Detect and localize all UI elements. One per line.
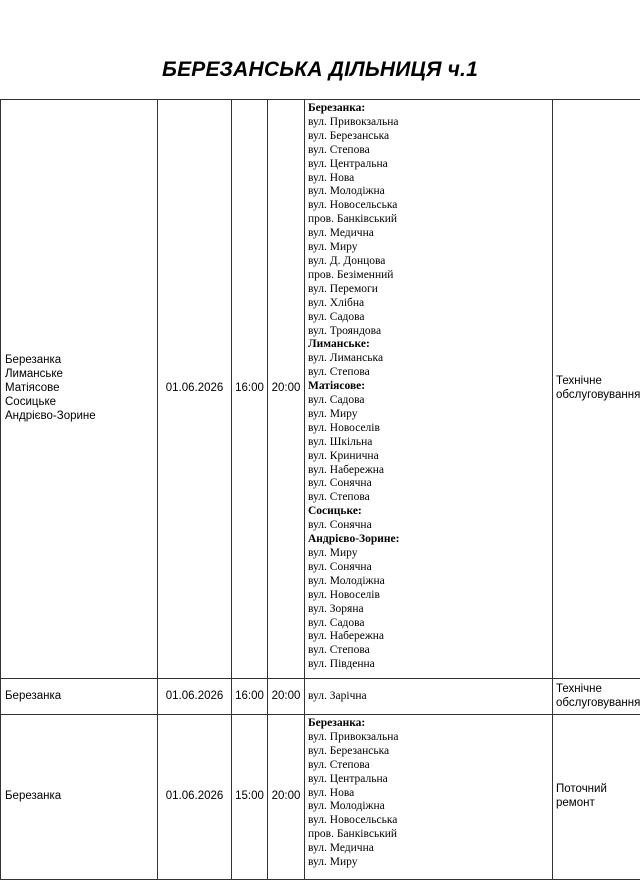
street-name: вул. Миру xyxy=(308,547,552,561)
street-name: вул. Нова xyxy=(308,172,552,186)
work-type-line: обслуговування xyxy=(556,389,640,403)
settlement-name: Березанка xyxy=(5,354,157,368)
street-name: вул. Д. Донцова xyxy=(308,255,552,269)
settlement-name: Матіясове xyxy=(5,382,157,396)
street-name: вул. Березанська xyxy=(308,745,552,759)
street-name: вул. Степова xyxy=(308,366,552,380)
table-row xyxy=(1,100,640,679)
street-name: вул. Миру xyxy=(308,241,552,255)
settlement-name: Лиманське xyxy=(5,368,157,382)
street-name: вул. Садова xyxy=(308,311,552,325)
street-name: вул. Шкільна xyxy=(308,436,552,450)
settlements-cell xyxy=(1,679,158,715)
work-type-line: Технічне xyxy=(556,375,640,389)
street-name: вул. Миру xyxy=(308,408,552,422)
street-name: вул. Сонячна xyxy=(308,561,552,575)
settlement-heading: Андрієво-Зорине: xyxy=(308,533,552,547)
street-name: пров. Банківський xyxy=(308,828,552,842)
work-type-line: обслуговування xyxy=(556,697,640,711)
time-from-cell: 16:00 xyxy=(232,679,268,715)
time-from-cell: 15:00 xyxy=(232,715,268,880)
street-name: вул. Садова xyxy=(308,394,552,408)
street-name: вул. Центральна xyxy=(308,158,552,172)
street-name: вул. Медична xyxy=(308,227,552,241)
table-row xyxy=(1,679,640,715)
date-cell: 01.06.2026 xyxy=(158,100,232,679)
street-name: вул. Набережна xyxy=(308,464,552,478)
street-name: вул. Зоряна xyxy=(308,603,552,617)
settlements-cell xyxy=(1,100,158,679)
street-name: вул. Новосельська xyxy=(308,199,552,213)
date-cell: 01.06.2026 xyxy=(158,679,232,715)
table-body xyxy=(1,100,640,880)
streets-cell xyxy=(305,100,553,679)
time-to-cell: 20:00 xyxy=(268,715,305,880)
settlement-heading: Лиманське: xyxy=(308,338,552,352)
settlement-heading: Сосицьке: xyxy=(308,505,552,519)
work-type-line: Технічне xyxy=(556,683,640,697)
street-name: вул. Сонячна xyxy=(308,477,552,491)
street-name: вул. Молодіжна xyxy=(308,800,552,814)
street-name: вул. Молодіжна xyxy=(308,185,552,199)
settlement-heading: Березанка: xyxy=(308,102,552,116)
streets-cell xyxy=(305,679,553,715)
street-name: вул. Новосельська xyxy=(308,814,552,828)
work-type-cell xyxy=(553,715,640,880)
settlements-cell xyxy=(1,715,158,880)
settlement-name: Березанка xyxy=(5,790,157,804)
street-name: вул. Садова xyxy=(308,617,552,631)
settlement-name: Березанка xyxy=(5,690,157,704)
settlement-heading: Березанка: xyxy=(308,717,552,731)
street-name: вул. Медична xyxy=(308,842,552,856)
street-name: вул. Новоселів xyxy=(308,422,552,436)
street-name: вул. Південна xyxy=(308,658,552,672)
street-name: вул. Перемоги xyxy=(308,283,552,297)
street-name: вул. Миру xyxy=(308,856,552,870)
street-name: вул. Привокзальна xyxy=(308,731,552,745)
time-to-cell: 20:00 xyxy=(268,100,305,679)
date-cell: 01.06.2026 xyxy=(158,715,232,880)
street-name: вул. Степова xyxy=(308,644,552,658)
street-name: вул. Нова xyxy=(308,787,552,801)
street-name: вул. Степова xyxy=(308,491,552,505)
settlement-name: Сосицьке xyxy=(5,396,157,410)
street-name: вул. Степова xyxy=(308,759,552,773)
street-name: вул. Привокзальна xyxy=(308,116,552,130)
street-name: вул. Хлібна xyxy=(308,297,552,311)
street-name: вул. Молодіжна xyxy=(308,575,552,589)
streets-cell xyxy=(305,715,553,880)
time-from-cell: 16:00 xyxy=(232,100,268,679)
street-name: вул. Зарічна xyxy=(308,690,552,704)
street-name: вул. Березанська xyxy=(308,130,552,144)
street-name: вул. Степова xyxy=(308,144,552,158)
time-to-cell: 20:00 xyxy=(268,679,305,715)
page-title: БЕРЕЗАНСЬКА ДІЛЬНИЦЯ ч.1 xyxy=(0,58,640,82)
table-row xyxy=(1,715,640,880)
street-name: вул. Сонячна xyxy=(308,519,552,533)
outage-schedule-table xyxy=(0,99,640,880)
street-name: вул. Кринична xyxy=(308,450,552,464)
settlement-name: Андрієво-Зорине xyxy=(5,410,157,424)
settlement-heading: Матіясове: xyxy=(308,380,552,394)
work-type-line: Поточний xyxy=(556,783,640,797)
work-type-cell xyxy=(553,679,640,715)
street-name: пров. Банківський xyxy=(308,213,552,227)
street-name: вул. Лиманська xyxy=(308,352,552,366)
street-name: пров. Безіменний xyxy=(308,269,552,283)
street-name: вул. Новоселів xyxy=(308,589,552,603)
work-type-cell xyxy=(553,100,640,679)
street-name: вул. Центральна xyxy=(308,773,552,787)
street-name: вул. Набережна xyxy=(308,630,552,644)
street-name: вул. Трояндова xyxy=(308,325,552,339)
work-type-line: ремонт xyxy=(556,797,640,811)
